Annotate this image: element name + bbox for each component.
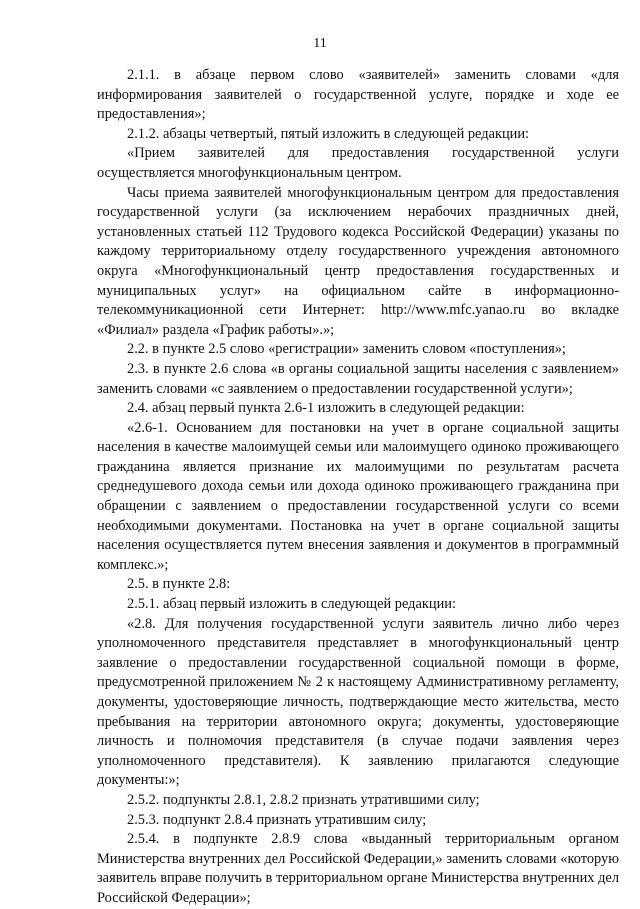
paragraph: 2.5.4. в подпункте 2.8.9 слова «выданный территориальным органом Министерства внутренних дел Российской Федерации,» заменить словами «которую заявитель вправе получить в территориальном органе Министерства внутренних дел Российской Федерации»; bbox=[97, 831, 619, 906]
paragraph: 2.1.1. в абзаце первом слово «заявителей» заменить словами «для информирования заявителей о государственной услуге, порядке и ходе ее предоставления»; bbox=[97, 67, 619, 123]
paragraph: «Прием заявителей для предоставления государственной услуги осуществляется многофункциональным центром. bbox=[97, 145, 619, 181]
paragraph: 2.2. в пункте 2.5 слово «регистрации» заменить словом «поступления»; bbox=[127, 341, 566, 358]
paragraph: «2.6-1. Основанием для постановки на учет в органе социальной защиты населения в качестве малоимущей семьи или малоимущего одиноко проживающего гражданина является признание их малоимущими по результатам расчета среднедушевого дохода семьи или дохода одиноко проживающего гражданина при обращении с заявлением о предоставлении государственной услуги со всеми необходимыми документами. Постановка на учет в органе социальной защиты населения осуществляется путем внесения заявления и документов в программный комплекс.»; bbox=[97, 419, 619, 573]
paragraph: 2.5.2. подпункты 2.8.1, 2.8.2 признать утратившими силу; bbox=[127, 791, 480, 808]
paragraph: «2.8. Для получения государственной услуги заявитель лично либо через уполномоченного представителя представляет в многофункциональный центр заявление о предоставлении государственной социальной помощи в форме, предусмотренной приложением № 2 к настоящему Административному регламенту, документы, удостоверяющие личность, подтверждающие место жительства, место пребывания на территории автономного округа; документы, удостоверяющие личность и полномочия представителя (в случае подачи заявления через уполномоченного представителя). К заявлению прилагаются следующие документы:»; bbox=[97, 615, 619, 789]
paragraph: 2.3. в пункте 2.6 слова «в органы социальной защиты населения с заявлением» заменить словами «с заявлением о предоставлении государственной услуги»; bbox=[97, 360, 619, 397]
paragraph: 2.1.2. абзацы четвертый, пятый изложить в следующей редакции: bbox=[127, 125, 530, 142]
paragraph: 2.5.3. подпункт 2.8.4 признать утратившим силу; bbox=[127, 811, 427, 828]
page-number: 11 bbox=[313, 36, 327, 51]
paragraph: 2.4. абзац первый пункта 2.6-1 изложить в следующей редакции: bbox=[127, 400, 525, 417]
paragraph: Часы приема заявителей многофункциональным центром для предоставления государственной услуги (за исключением нерабочих праздничных дней, установленных статьей 112 Трудового кодекса Российской Федерации) указаны по каждому территориальному отделу государственного учреждения автономного округа «Многофункциональный центр предоставления государственных и муниципальных услуг» на официальном сайте в информационно-телекоммуникационной сети Интернет: http://www.mfc.yanao.ru во вкладке «Филиал» раздела «График работы».»; bbox=[97, 184, 619, 338]
paragraph: 2.5. в пункте 2.8: bbox=[127, 576, 231, 593]
document-body bbox=[97, 66, 619, 909]
paragraph: 2.5.1. абзац первый изложить в следующей редакции: bbox=[127, 596, 456, 613]
